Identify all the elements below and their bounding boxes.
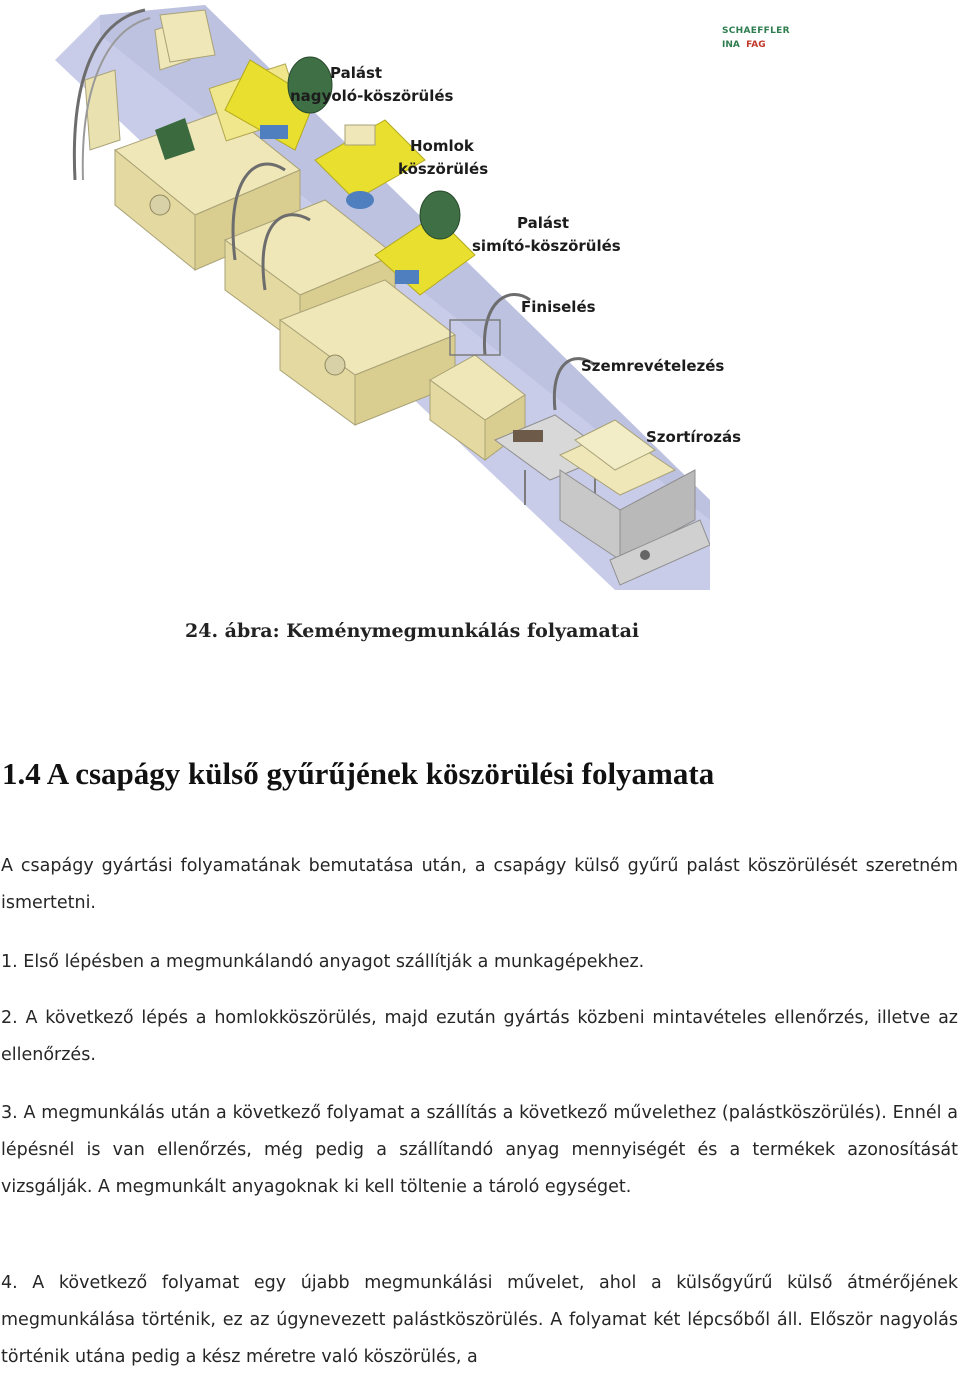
callout-finish-grinding (472, 212, 621, 258)
callout-line: Homlok (410, 137, 474, 155)
callout-line: Finiselés (521, 298, 596, 316)
callout-line: Szemrevételezés (581, 357, 725, 375)
paragraph-step-1: 1. Első lépésben a megmunkálandó anyagot szállítják a munkagépekhez. (1, 952, 645, 972)
paragraph-step-2: 2. A következő lépés a homlokköszörülés, majd ezután gyártás közbeni mintavételes ellenőrzés, illetve az ellenőrzés. (1, 1008, 958, 1065)
callout-superfinishing (521, 296, 596, 319)
paragraph-step-4: 4. A következő folyamat egy újabb megmunkálási művelet, ahol a külsőgyűrű külső átmérőjének megmunkálása történik, ez az úgynevezett palástköszörülés. A folyamat két lépcsőből áll. Először nagyolás történik utána pedig a kész méretre való köszörülés, a (1, 1273, 958, 1367)
logo-mark-fag: FAG (746, 40, 766, 50)
figure-caption: 24. ábra: Keménymegmunkálás folyamatai (185, 620, 640, 642)
callout-line: köszörülés (398, 160, 489, 178)
callout-line: Szortírozás (646, 428, 742, 446)
callout-line: simító-köszörülés (472, 237, 621, 255)
paragraph-intro: A csapágy gyártási folyamatának bemutatása után, a csapágy külső gyűrű palást köszörülését szeretném ismertetni. (1, 856, 958, 913)
logo-mark-ina: INA (722, 40, 740, 50)
callout-visual-inspection (581, 355, 724, 378)
callout-line: nagyoló-köszörülés (290, 87, 454, 105)
schaeffler-logo (722, 26, 802, 62)
callout-face-grinding (398, 135, 488, 181)
callout-line: Palást (517, 214, 570, 232)
callout-rough-grinding (290, 62, 453, 108)
section-heading: 1.4 A csapágy külső gyűrűjének köszörülési folyamata (2, 756, 715, 791)
logo-brand: SCHAEFFLER (722, 26, 790, 36)
callout-line: Palást (330, 64, 383, 82)
paragraph-step-3: 3. A megmunkálás után a következő folyamat a szállítás a következő művelethez (palástköszörülés). Ennél a lépésnél is van ellenőrzés, még pedig a szállítandó anyag mennyiségét és a termékek azonosítását vizsgálják. A megmunkált anyagoknak ki kell töltenie a tároló egységet. (1, 1103, 958, 1197)
callout-sorting (646, 426, 741, 449)
logo-marks (722, 40, 802, 50)
